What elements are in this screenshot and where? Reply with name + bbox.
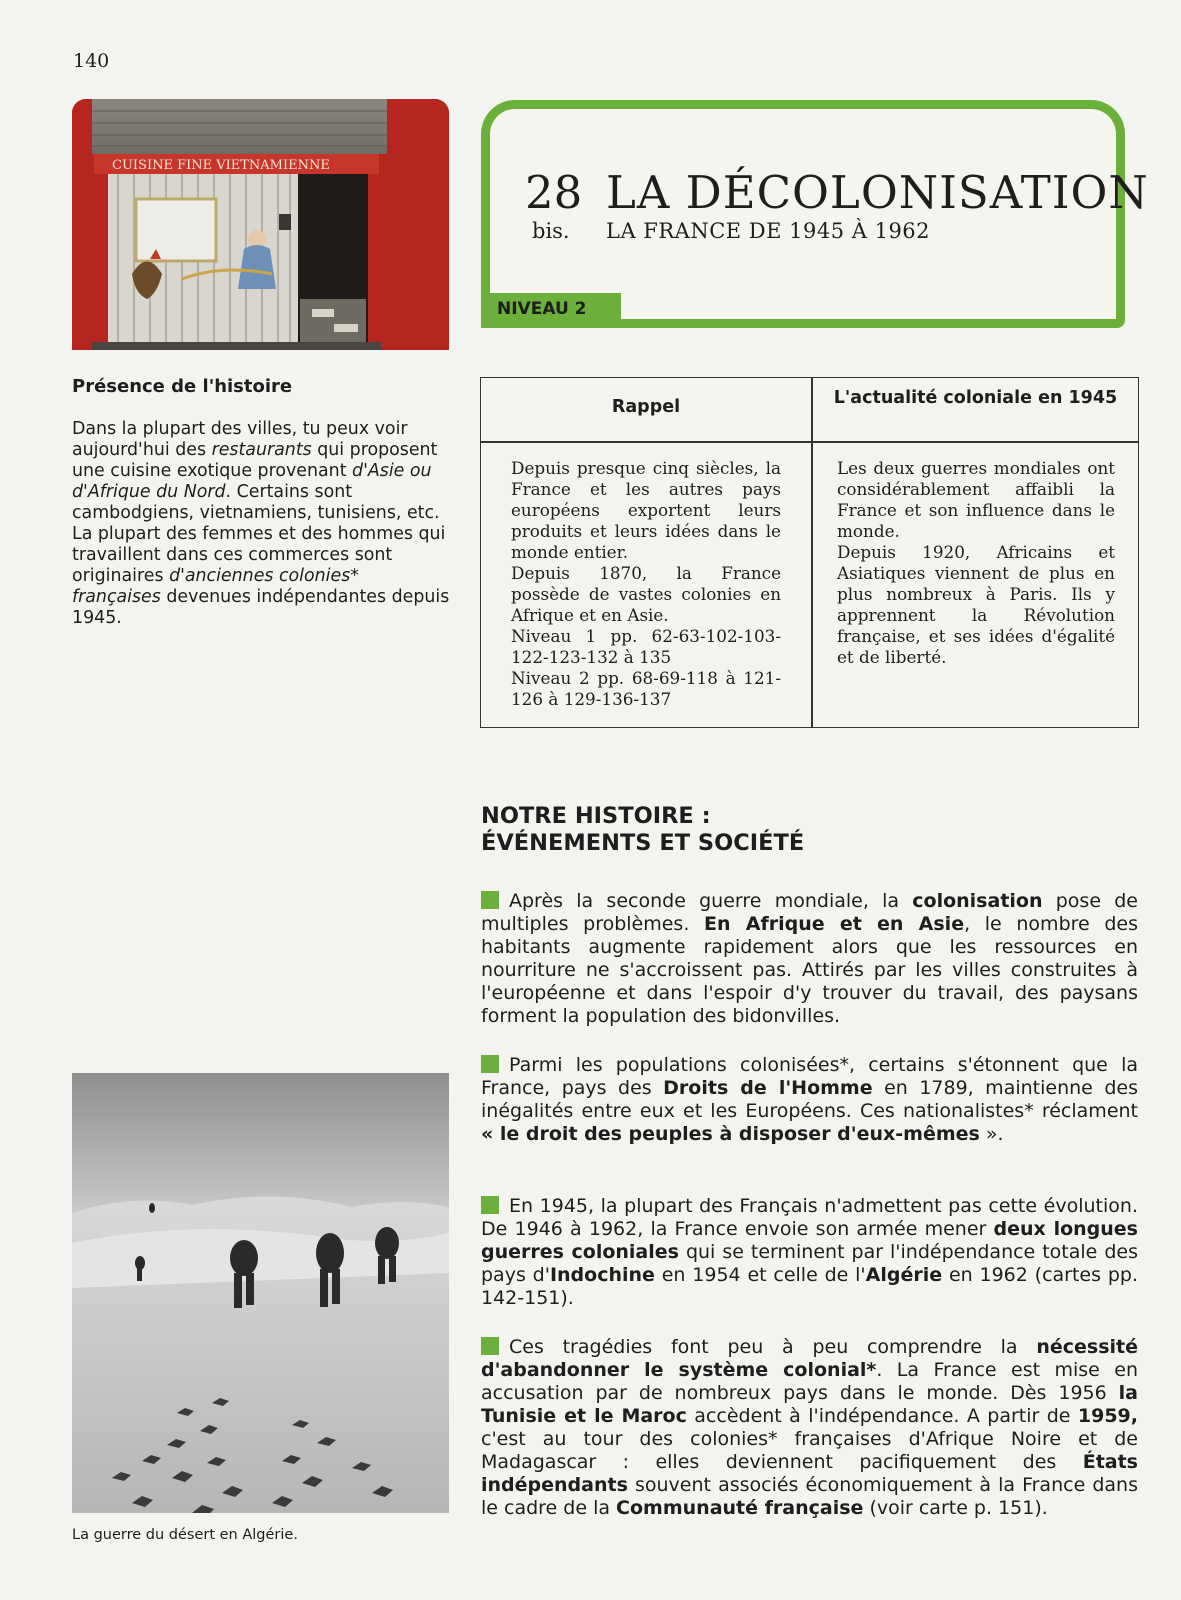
text-run: pose de multiples problèmes. bbox=[481, 890, 1138, 935]
bold-term: 1959, bbox=[1077, 1405, 1138, 1427]
green-square-bullet-icon bbox=[481, 1196, 499, 1214]
text-run: en 1962 (cartes pp. 142-151). bbox=[481, 1264, 1138, 1309]
section-heading-line-1: NOTRE HISTOIRE : bbox=[481, 803, 711, 829]
bold-term: En Afrique et en Asie bbox=[704, 913, 965, 935]
table-column-divider bbox=[811, 378, 813, 727]
rappel-line: Niveau 1 pp. 62-63-102-103-122-123-132 à 135 bbox=[511, 626, 781, 667]
history-heading: Présence de l'histoire bbox=[72, 376, 293, 397]
chapter-subtitle: LA FRANCE DE 1945 À 1962 bbox=[606, 219, 931, 243]
table-row-divider bbox=[481, 441, 1138, 443]
bold-term: Indochine bbox=[549, 1264, 655, 1286]
text-run: qui se terminent par l'indépendance totale des pays d' bbox=[481, 1241, 1139, 1286]
section-heading bbox=[481, 803, 804, 857]
text-run: Ces tragédies font peu à peu comprendre la bbox=[509, 1336, 1037, 1358]
text-run: La plupart des femmes et des hommes qui travaillent dans ces commerces sont originaires bbox=[72, 524, 446, 586]
paragraph-1 bbox=[481, 890, 1138, 1028]
text-run: qui proposent une cuisine exotique provenant bbox=[72, 440, 438, 481]
text-run: Dans la plupart des villes, tu peux voir aujourd'hui des bbox=[72, 419, 408, 460]
bold-term: Droits de l'Homme bbox=[663, 1077, 873, 1099]
bold-term: deux longues guerres coloniales bbox=[481, 1218, 1138, 1263]
rappel-line: Depuis 1870, la France possède de vastes colonies en Afrique et en Asie. bbox=[511, 563, 781, 625]
text-run: c'est au tour des colonies* françaises d'Afrique Noire et de Madagascar : elles deviennent pacifiquement des bbox=[481, 1428, 1138, 1473]
bold-term: « le droit des peuples à disposer d'eux-mêmes bbox=[481, 1123, 980, 1145]
restaurant-photo bbox=[72, 99, 449, 350]
text-run: Parmi les populations colonisées*, certains s'étonnent que la France, pays des bbox=[481, 1054, 1138, 1099]
rappel-table bbox=[480, 377, 1139, 728]
rappel-header: Rappel bbox=[611, 397, 681, 417]
rappel-line: Niveau 2 pp. 68-69-118 à 121-126 à 129-136-137 bbox=[511, 668, 781, 709]
text-run: . Certains sont cambodgiens, vietnamiens, tunisiens, etc. bbox=[72, 482, 440, 523]
bold-term: Algérie bbox=[865, 1264, 943, 1286]
bold-term: colonisation bbox=[912, 890, 1043, 912]
chapter-number: 28 bbox=[525, 166, 583, 219]
paragraph-2 bbox=[481, 1054, 1138, 1146]
text-run: ». bbox=[979, 1123, 1004, 1145]
paragraph-4 bbox=[481, 1336, 1138, 1520]
bold-term: la Tunisie et le Maroc bbox=[481, 1382, 1138, 1427]
rappel-text bbox=[511, 458, 781, 710]
level-badge: NIVEAU 2 bbox=[481, 293, 621, 328]
actualite-line: Les deux guerres mondiales ont considérablement affaibli la France et son influence dans le monde. bbox=[837, 458, 1115, 541]
bold-term: nécessité d'abandonner le système colonial* bbox=[481, 1336, 1138, 1381]
text-run: en 1789, maintienne des inégalités entre eux et les Européens. Ces nationalistes* réclament bbox=[481, 1077, 1138, 1122]
italic-term: restaurants bbox=[211, 440, 312, 460]
actualite-line: Depuis 1920, Africains et Asiatiques viennent de plus en plus nombreux à Paris. Ils y apprennent la Révolution française, et ses idées d'égalité et de liberté. bbox=[837, 542, 1115, 667]
bold-term: Communauté française bbox=[616, 1497, 864, 1519]
desert-photo-caption: La guerre du désert en Algérie. bbox=[72, 1527, 298, 1543]
shop-sign: CUISINE FINE VIETNAMIENNE bbox=[112, 158, 330, 173]
bold-term: États indépendants bbox=[481, 1451, 1138, 1496]
text-run: (voir carte p. 151). bbox=[863, 1497, 1048, 1519]
chapter-bis: bis. bbox=[532, 219, 570, 243]
text-run: . La France est mise en accusation par de nombreux pays dans le monde. Dès 1956 bbox=[481, 1359, 1138, 1404]
actualite-header: L'actualité coloniale en 1945 bbox=[833, 388, 1118, 408]
desert-war-photo bbox=[72, 1073, 449, 1513]
text-run: Après la seconde guerre mondiale, la bbox=[509, 890, 913, 912]
section-heading-line-2: ÉVÉNEMENTS ET SOCIÉTÉ bbox=[481, 830, 805, 856]
chapter-title: LA DÉCOLONISATION bbox=[606, 166, 1149, 219]
rappel-line: Depuis presque cinq siècles, la France et les autres pays européens exportent leurs produits et leurs idées dans le monde entier. bbox=[511, 458, 781, 562]
page-number: 140 bbox=[73, 50, 110, 72]
text-run: accèdent à l'indépendance. A partir de bbox=[686, 1405, 1078, 1427]
desert-illustration bbox=[72, 1073, 449, 1513]
italic-term: d'anciennes colonies* françaises bbox=[72, 566, 359, 607]
text-run: souvent associés économiquement à la France dans le cadre de la bbox=[481, 1474, 1138, 1519]
text-run: En 1945, la plupart des Français n'admettent pas cette évolution. De 1946 à 1962, la France envoie son armée mener bbox=[481, 1195, 1138, 1240]
green-square-bullet-icon bbox=[481, 1055, 499, 1073]
text-run: , le nombre des habitants augmente rapidement alors que les ressources en nourriture ne s'accroissent pas. Attirés par les villes construites à l'européenne et dans l'espoir d'y trouver du travail, des paysans forment la population des bidonvilles. bbox=[481, 913, 1139, 1027]
text-run: en 1954 et celle de l' bbox=[654, 1264, 866, 1286]
actualite-text bbox=[837, 458, 1115, 668]
restaurant-illustration bbox=[72, 99, 449, 350]
green-square-bullet-icon bbox=[481, 891, 499, 909]
paragraph-3 bbox=[481, 1195, 1138, 1310]
green-square-bullet-icon bbox=[481, 1337, 499, 1355]
history-body bbox=[72, 419, 452, 629]
text-run: devenues indépendantes depuis 1945. bbox=[72, 587, 450, 628]
italic-term: d'Asie ou d'Afrique du Nord bbox=[72, 461, 432, 502]
